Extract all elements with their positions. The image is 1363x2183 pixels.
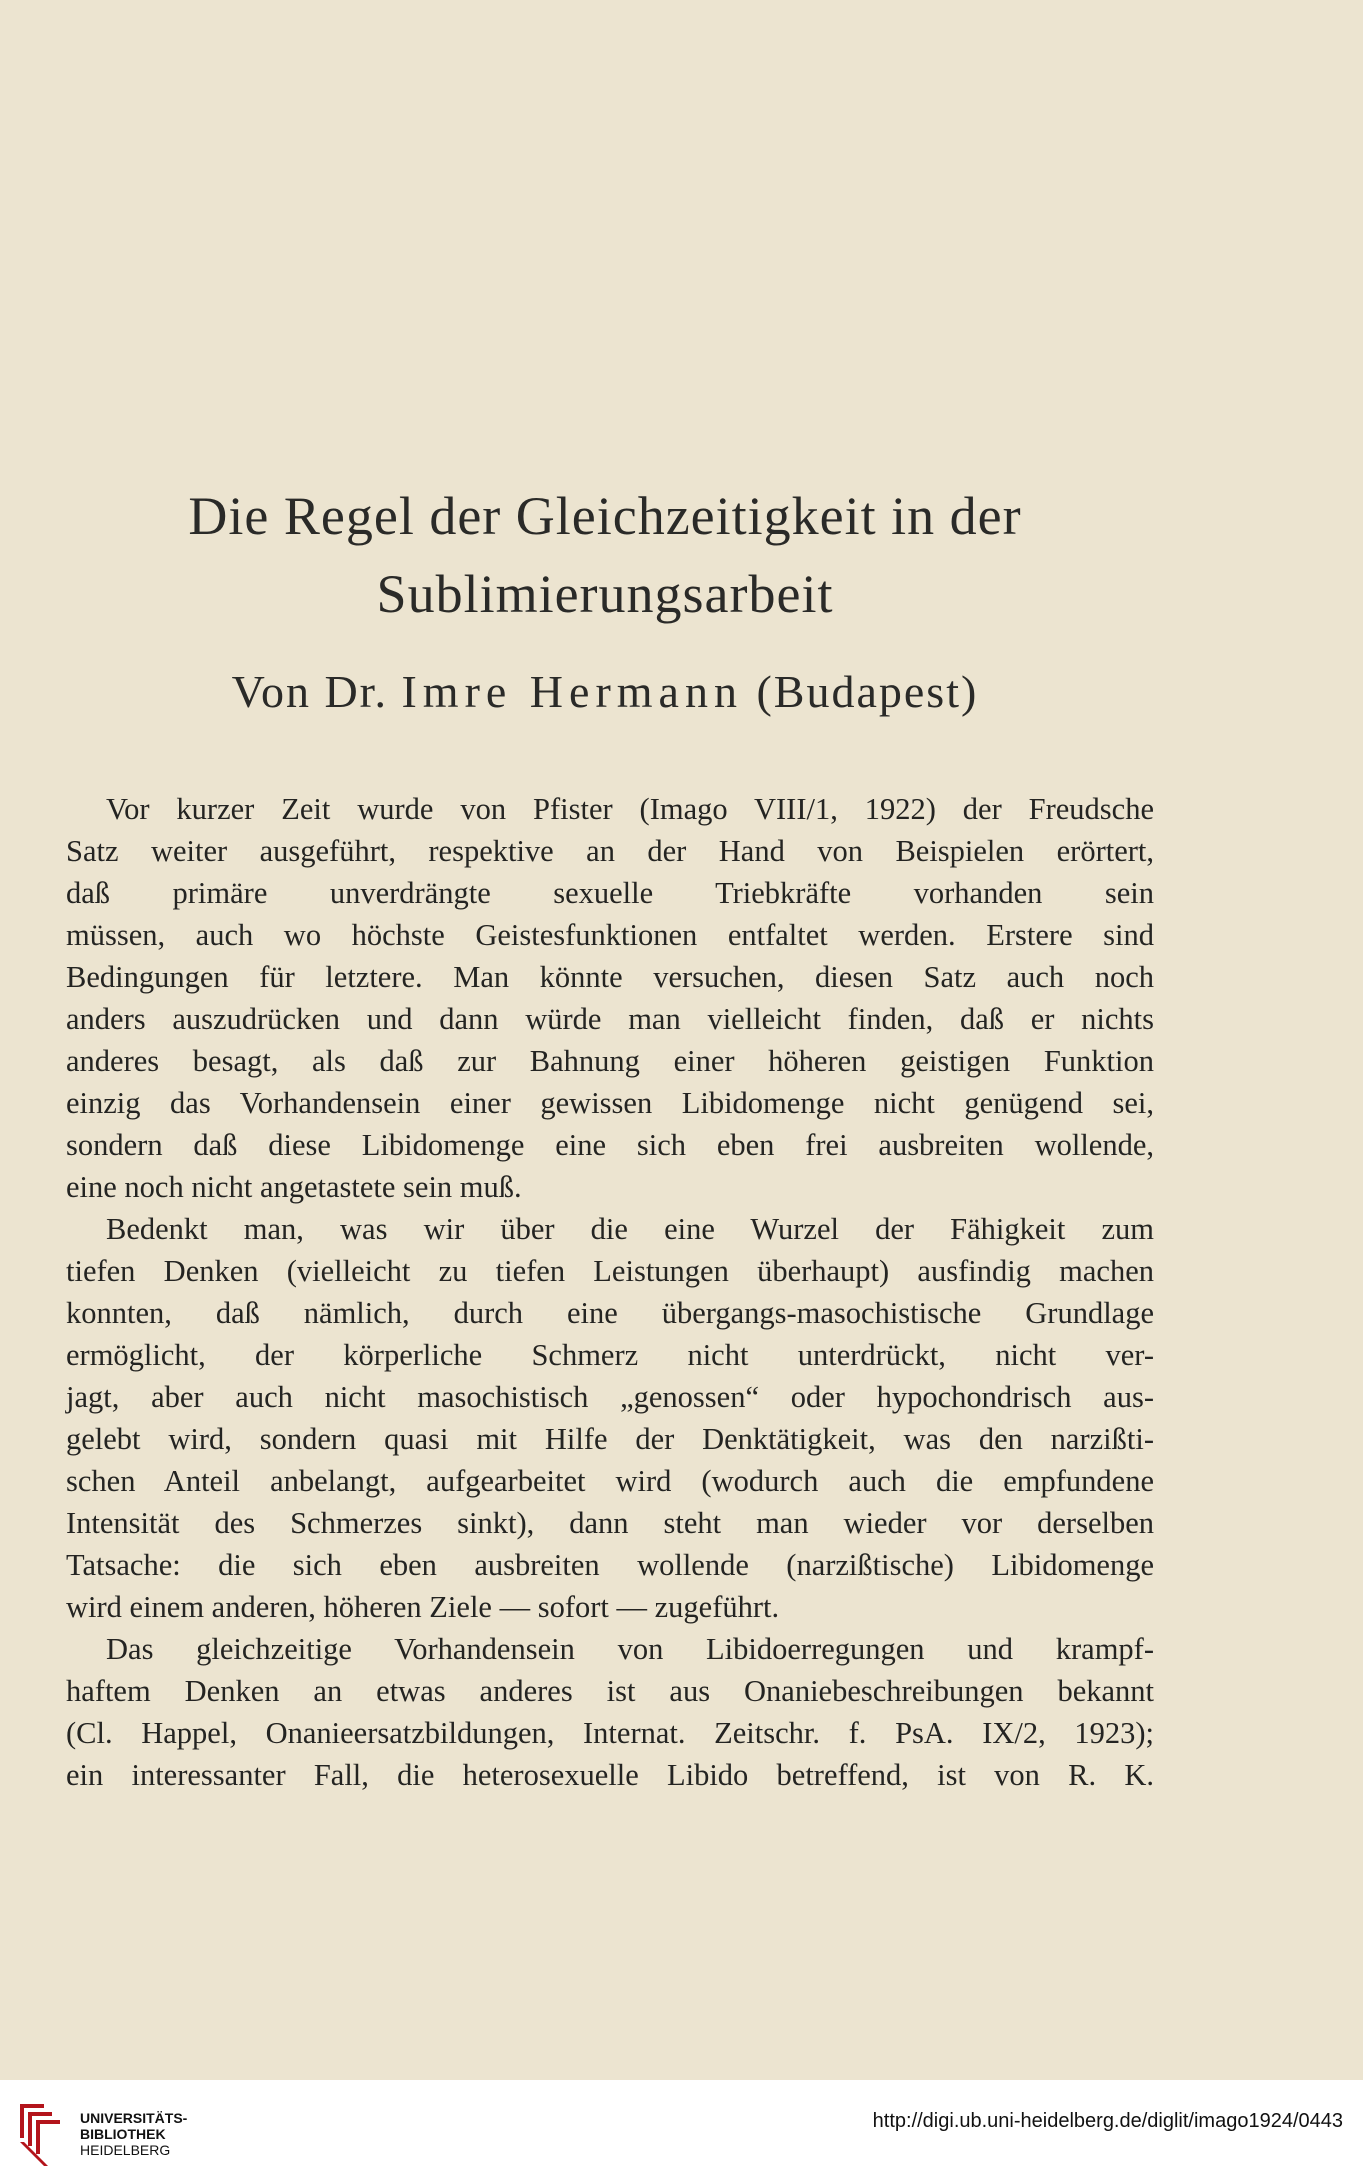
paragraph-3 (66, 1628, 1154, 1796)
text-line: tiefen Denken (vielleicht zu tiefen Leistungen überhaupt) ausfindig machen (66, 1254, 1154, 1288)
paragraph-2 (66, 1208, 1154, 1628)
library-name-line-1: UNIVERSITÄTS- (80, 2110, 188, 2126)
text-line: anderes besagt, als daß zur Bahnung einer höheren geistigen Funktion (66, 1044, 1154, 1078)
text-line: Bedenkt man, was wir über die eine Wurzel der Fähigkeit zum (106, 1212, 1154, 1246)
article-title-line-1: Die Regel der Gleichzeitigkeit in der (188, 486, 1022, 546)
text-line: müssen, auch wo höchste Geistesfunktionen entfaltet werden. Erstere sind (66, 918, 1154, 952)
text-line: wird einem anderen, höheren Ziele — sofort — zugeführt. (66, 1590, 780, 1624)
footer-bar (0, 2080, 1363, 2183)
library-name-line-2: BIBLIOTHEK (80, 2126, 166, 2142)
digital-object-url-link[interactable]: http://digi.ub.uni-heidelberg.de/diglit/imago1924/0443 (872, 2110, 1343, 2132)
text-line: gelebt wird, sondern quasi mit Hilfe der Denktätigkeit, was den narzißti- (66, 1422, 1154, 1456)
text-line: jagt, aber auch nicht masochistisch „genossen“ oder hypochondrisch aus- (66, 1380, 1154, 1414)
ub-heidelberg-logo-icon[interactable] (14, 2098, 66, 2168)
article-title-line-2: Sublimierungsarbeit (376, 564, 834, 624)
text-line: haftem Denken an etwas anderes ist aus Onaniebeschreibungen bekannt (66, 1674, 1154, 1708)
text-line: Das gleichzeitige Vorhandensein von Libidoerregungen und krampf- (106, 1632, 1154, 1666)
text-line: einzig das Vorhandensein einer gewissen Libidomenge nicht genügend sei, (66, 1086, 1154, 1120)
article-author (0, 665, 1210, 718)
text-line: Intensität des Schmerzes sinkt), dann steht man wieder vor derselben (66, 1506, 1154, 1540)
text-line: schen Anteil anbelangt, aufgearbeitet wird (wodurch auch die empfundene (66, 1464, 1154, 1498)
author-prefix: Von Dr. (231, 666, 402, 717)
author-name: Imre Hermann (401, 666, 743, 717)
text-line: daß primäre unverdrängte sexuelle Triebkräfte vorhanden sein (66, 876, 1154, 910)
text-line: Tatsache: die sich eben ausbreiten wollende (narzißtische) Libidomenge (66, 1548, 1154, 1582)
text-line: Bedingungen für letztere. Man könnte versuchen, diesen Satz auch noch (66, 960, 1154, 994)
text-line: Satz weiter ausgeführt, respektive an der Hand von Beispielen erörtert, (66, 834, 1154, 868)
author-place: (Budapest) (742, 666, 979, 717)
library-name (80, 2110, 187, 2158)
text-line: konnten, daß nämlich, durch eine übergangs-masochistische Grundlage (66, 1296, 1154, 1330)
text-line: eine noch nicht angetastete sein muß. (66, 1170, 522, 1204)
library-name-line-3: HEIDELBERG (80, 2142, 171, 2158)
article-body (66, 788, 1154, 1796)
text-line: Vor kurzer Zeit wurde von Pfister (Imago VIII/1, 1922) der Freudsche (106, 792, 1154, 826)
text-line: ein interessanter Fall, die heterosexuelle Libido betreffend, ist von R. K. (66, 1758, 1154, 1792)
text-line: ermöglicht, der körperliche Schmerz nicht unterdrückt, nicht ver- (66, 1338, 1154, 1372)
text-line: anders auszudrücken und dann würde man vielleicht finden, daß er nichts (66, 1002, 1154, 1036)
text-line: (Cl. Happel, Onanieersatzbildungen, Internat. Zeitschr. f. PsA. IX/2, 1923); (66, 1716, 1154, 1750)
text-line: sondern daß diese Libidomenge eine sich eben frei ausbreiten wollende, (66, 1128, 1154, 1162)
paragraph-1 (66, 788, 1154, 1208)
